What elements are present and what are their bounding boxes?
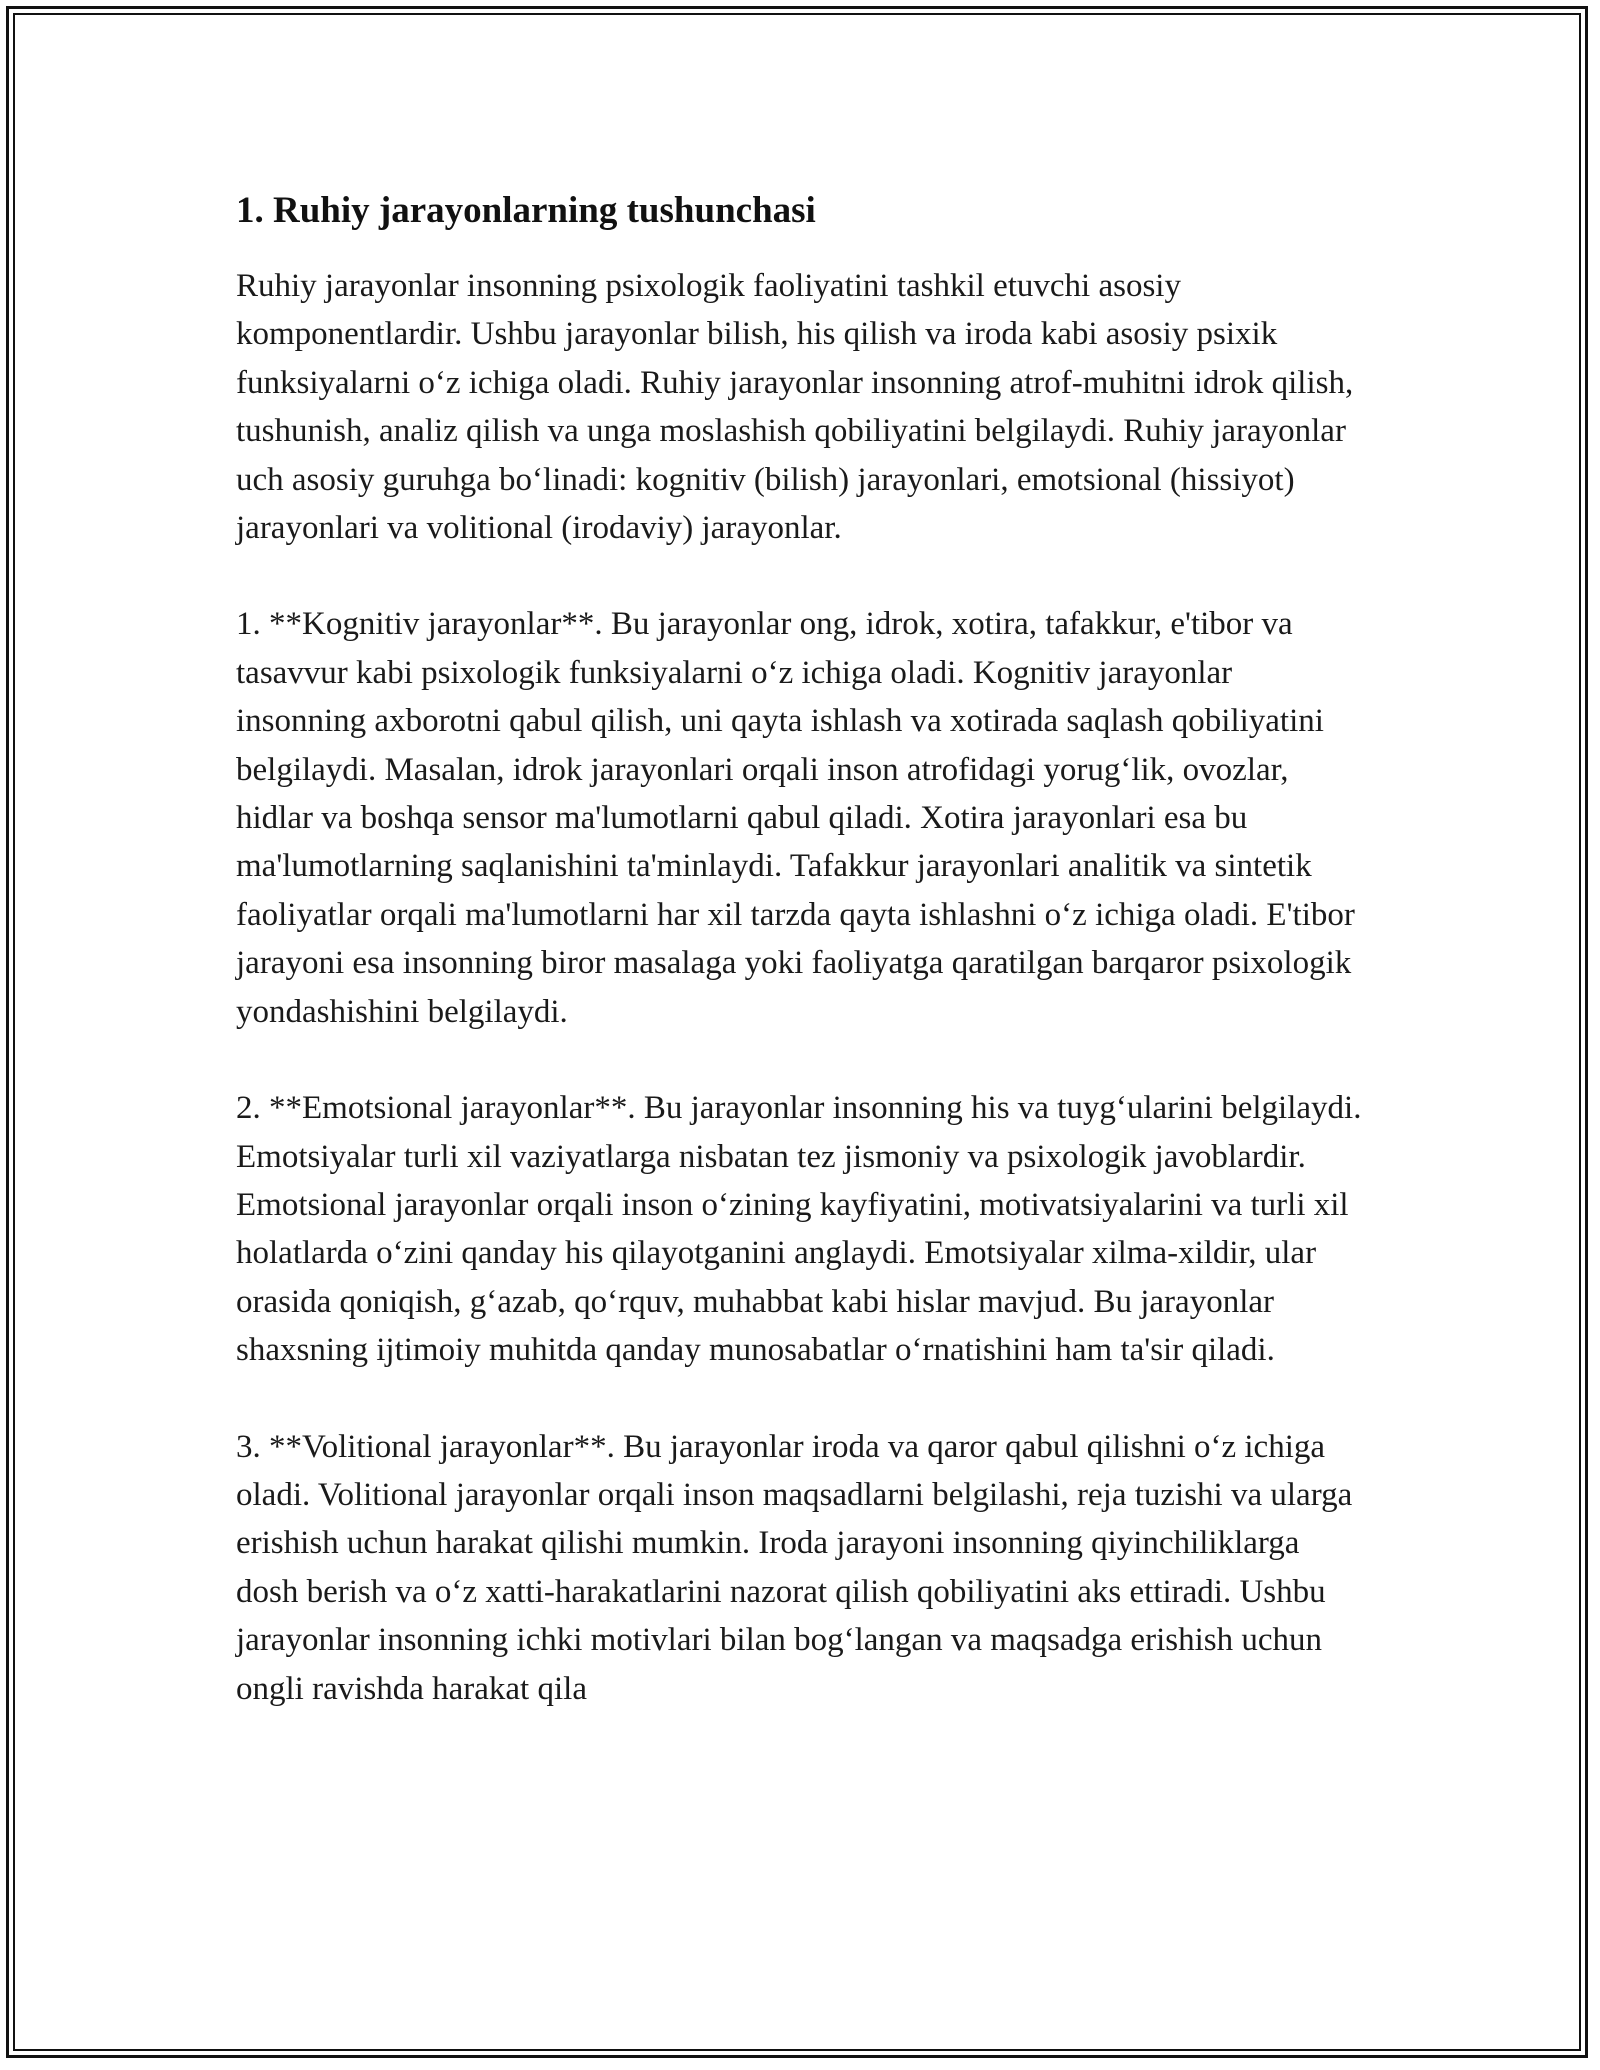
paragraph-volitional: 3. **Volitional jarayonlar**. Bu jarayonlar iroda va qaror qabul qilishni o‘z ichiga oladi. Volitional jarayonlar orqali inson maqsadlarni belgilashi, reja tuzishi va ularga erishish uchun harakat qilishi mumkin. Iroda jarayoni insonning qiyinchiliklarga dosh berish va o‘z xatti-harakatlarini nazorat qilish qobiliyatini aks ettiradi. Ushbu jarayonlar insonning ichki motivlari bilan bog‘langan va maqsadga erishish uchun ongli ravishda harakat qila [236,1428,1353,1707]
document-body [236,186,1366,1761]
paragraph-intro: Ruhiy jarayonlar insonning psixologik faoliyatini tashkil etuvchi asosiy komponentlardir. Ushbu jarayonlar bilish, his qilish va iroda kabi asosiy psixik funksiyalarni o‘z ichiga oladi. Ruhiy jarayonlar insonning atrof-muhitni idrok qilish, tushunish, analiz qilish va unga moslashish qobiliyatini belgilaydi. Ruhiy jarayonlar uch asosiy guruhga bo‘linadi: kognitiv (bilish) jarayonlari, emotsional (hissiyot) jarayonlari va volitional (irodaviy) jarayonlar. [236,268,1354,547]
paragraph-emotional: 2. **Emotsional jarayonlar**. Bu jarayonlar insonning his va tuyg‘ularini belgilaydi. Emotsiyalar turli xil vaziyatlarga nisbatan tez jismoniy va psixologik javoblardir. Emotsional jarayonlar orqali inson o‘zining kayfiyatini, motivatsiyalarini va turli xil holatlarda o‘zini qanday his qilayotganini anglaydi. Emotsiyalar xilma-xildir, ular orasida qoniqish, g‘azab, qo‘rquv, muhabbat kabi hislar mavjud. Bu jarayonlar shaxsning ijtimoiy muhitda qanday munosabatlar o‘rnatishini ham ta'sir qiladi. [236,1090,1362,1369]
section-heading: 1. Ruhiy jarayonlarning tushunchasi [236,190,816,231]
paragraph-cognitive: 1. **Kognitiv jarayonlar**. Bu jarayonlar ong, idrok, xotira, tafakkur, e'tibor va tasavvur kabi psixologik funksiyalarni o‘z ichiga oladi. Kognitiv jarayonlar insonning axborotni qabul qilish, uni qayta ishlash va xotirada saqlash qobiliyatini belgilaydi. Masalan, idrok jarayonlari orqali inson atrofidagi yorug‘lik, ovozlar, hidlar va boshqa sensor ma'lumotlarni qabul qiladi. Xotira jarayonlari esa bu ma'lumotlarning saqlanishini ta'minlaydi. Tafakkur jarayonlari analitik va sintetik faoliyatlar orqali ma'lumotlarni har xil tarzda qayta ishlashni o‘z ichiga oladi. E'tibor jarayoni esa insonning biror masalaga yoki faoliyatga qaratilgan barqaror psixologik yondashishini belgilaydi. [236,606,1355,1030]
